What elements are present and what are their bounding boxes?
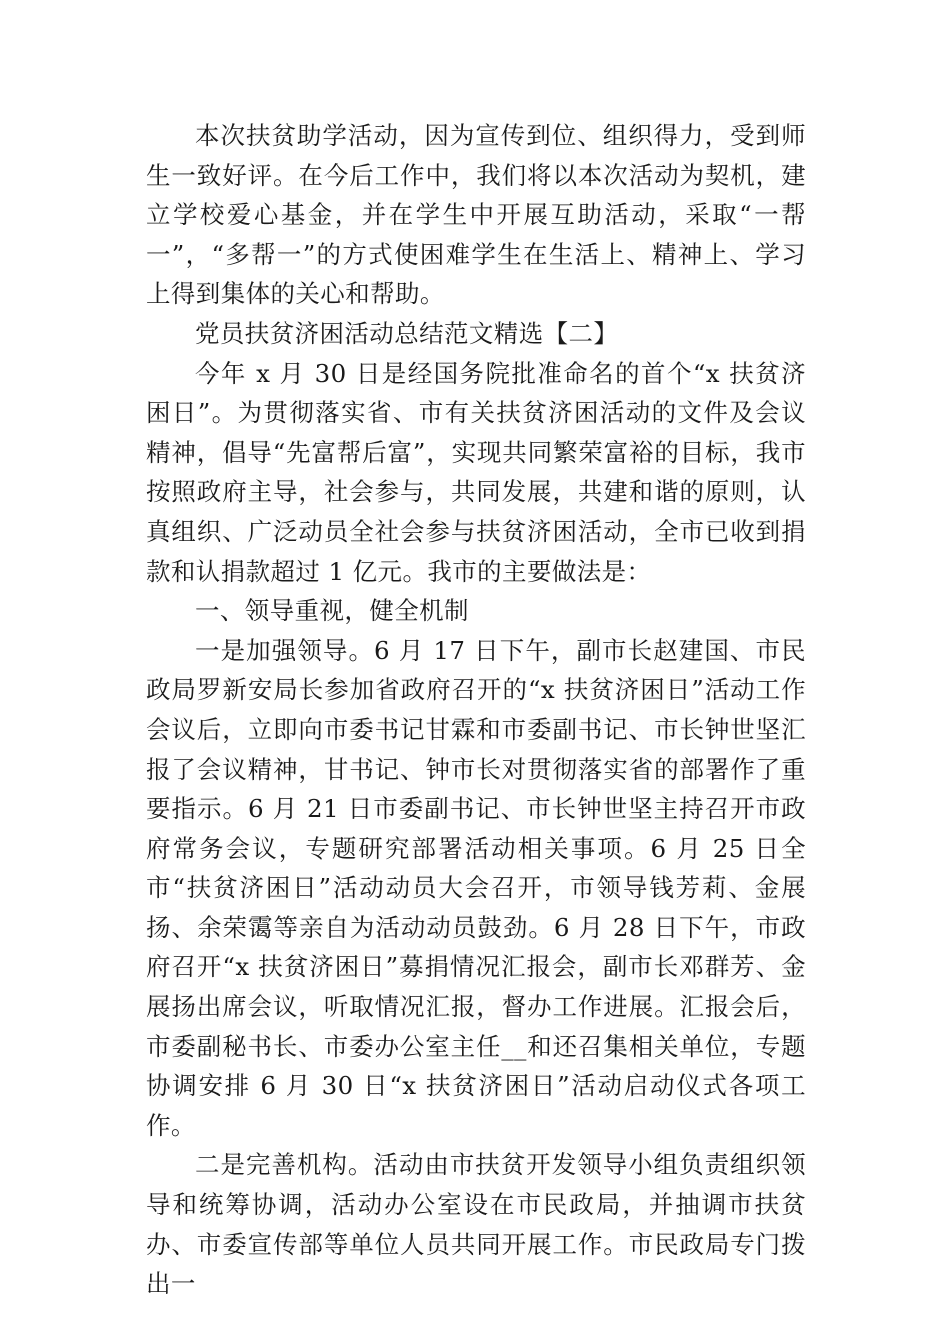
- paragraph-organization: 二是完善机构。活动由市扶贫开发领导小组负责组织领导和统筹协调，活动办公室设在市民政局，并抽调市扶贫办、市委宣传部等单位人员共同开展工作。市民政局专门拨出一: [146, 1150, 806, 1299]
- section-title: 党员扶贫济困活动总结范文精选【二】: [195, 318, 619, 348]
- paragraph-leadership: 一是加强领导。6 月 17 日下午，副市长赵建国、市民政局罗新安局长参加省政府召开的“x 扶贫济困日”活动工作会议后，立即向市委书记甘霖和市委副书记、市长钟世坚汇报了会议精神，甘书记、钟市长对贯彻落实省的部署作了重要指示。6 月 21 日市委副书记、市长钟世坚主持召开市政府常务会议，专题研究部署活动相关事项。6 月 25 日全市“扶贫济困日”活动动员大会召开，市领导钱芳莉、金展扬、余荣霭等亲自为活动动员鼓劲。6 月 28 日下午，市政府召开“x 扶贫济困日”募捐情况汇报会，副市长邓群芳、金展扬出席会议，听取情况汇报，督办工作进展。汇报会后，市委副秘书长、市委办公室主任__和还召集相关单位，专题协调安排 6 月 30 日“x 扶贫济困日”活动启动仪式各项工作。: [146, 635, 806, 1140]
- paragraph-closing-summary: 本次扶贫助学活动，因为宣传到位、组织得力，受到师生一致好评。在今后工作中，我们将以本次活动为契机，建立学校爱心基金，并在学生中开展互助活动，采取“一帮一”，“多帮一”的方式使困难学生在生活上、精神上、学习上得到集体的关心和帮助。: [146, 121, 806, 309]
- paragraph-introduction: 今年 x 月 30 日是经国务院批准命名的首个“x 扶贫济困日”。为贯彻落实省、市有关扶贫济困活动的文件及会议精神，倡导“先富帮后富”，实现共同繁荣富裕的目标，我市按照政府主导，社会参与，共同发展，共建和谐的原则，认真组织、广泛动员全社会参与扶贫济困活动，全市已收到捐款和认捐款超过 1 亿元。我市的主要做法是：: [146, 358, 806, 586]
- document-body: [146, 116, 806, 1304]
- section-heading-one: 一、领导重视，健全机制: [195, 596, 469, 626]
